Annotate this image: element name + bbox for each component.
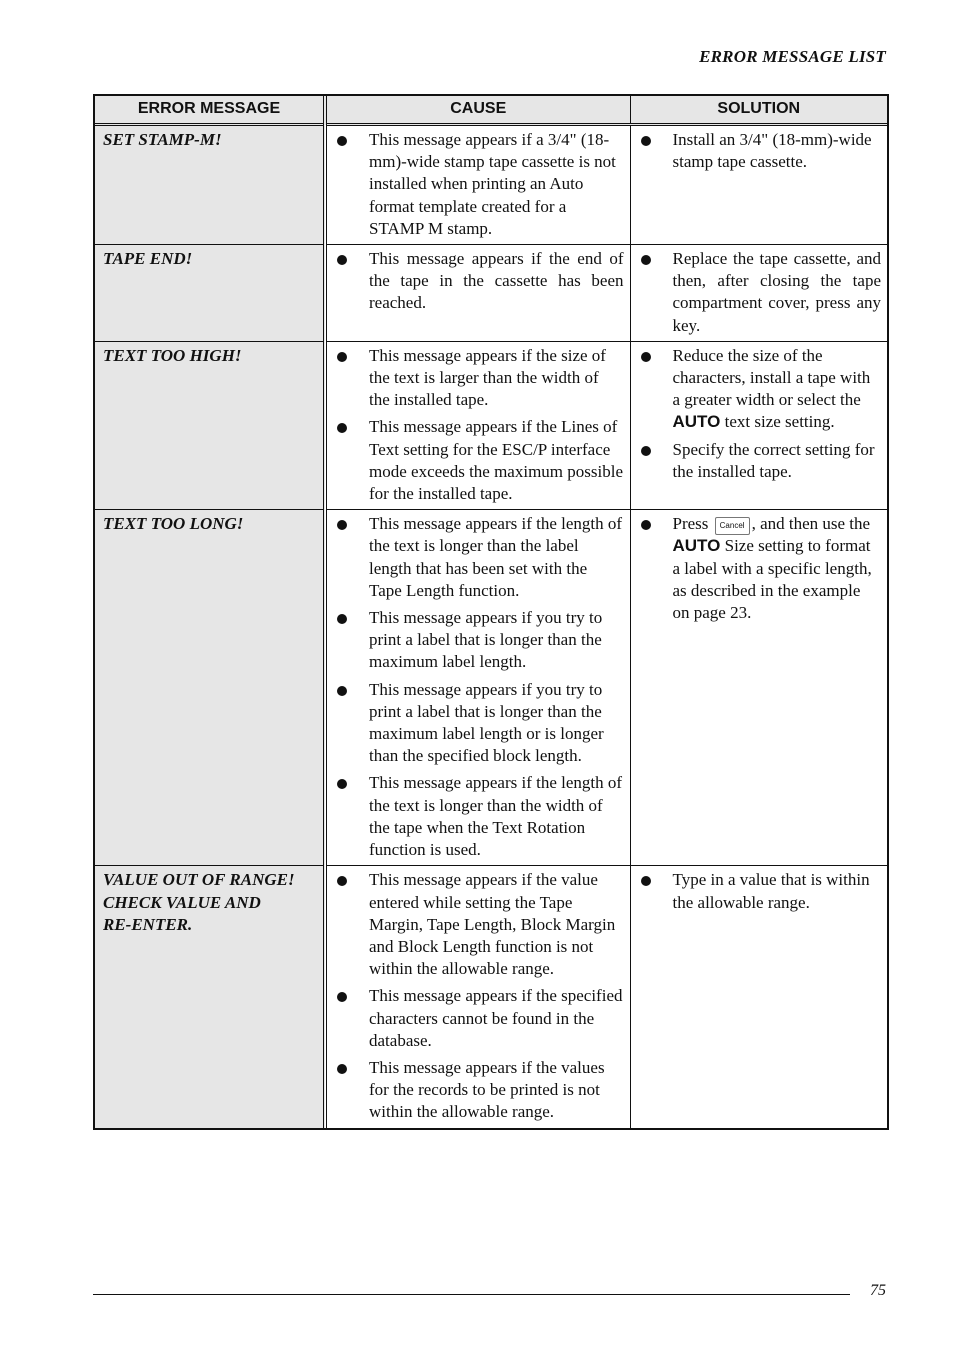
cause-cell (325, 125, 630, 245)
table-row (95, 125, 887, 245)
cause-text: This message appears if a 3/4" (18-mm)-wide stamp tape cassette is not installed when printing an Auto format template created for a STAMP M stamp. (369, 130, 616, 238)
bullet-icon (337, 423, 347, 433)
error-message-table (93, 94, 889, 1130)
cause-text: This message appears if the length of the text is longer than the width of the tape when the Text Rotation function is used. (369, 773, 623, 860)
cause-text: This message appears if the Lines of Text setting for the ESC/P interface mode exceeds the maximum possible for the installed tape. (369, 417, 623, 504)
table-header-row (95, 96, 887, 125)
error-message-cell (95, 510, 325, 866)
bullet-icon (337, 992, 347, 1002)
table-row (95, 245, 887, 342)
error-message-line: CHECK VALUE AND (103, 892, 261, 912)
cause-list (333, 248, 624, 315)
cause-cell (325, 510, 630, 866)
bullet-icon (337, 686, 347, 696)
column-header-cause: CAUSE (325, 96, 630, 125)
solution-item (637, 248, 882, 337)
solution-item (637, 345, 882, 434)
cause-list (333, 345, 624, 505)
error-message-line: TAPE END! (103, 249, 193, 269)
solution-item (637, 869, 882, 913)
bullet-icon (337, 779, 347, 789)
error-message-line: TEXT TOO HIGH! (103, 345, 242, 365)
cause-item (333, 1057, 624, 1124)
page-number: 75 (870, 1282, 886, 1299)
cause-item (333, 129, 624, 240)
solution-text: Press (672, 514, 713, 534)
cause-list (333, 129, 624, 240)
column-header-solution: SOLUTION (630, 96, 887, 125)
error-message-line: VALUE OUT OF RANGE! (103, 870, 295, 890)
bullet-icon (337, 255, 347, 265)
bullet-icon (337, 1064, 347, 1074)
solution-list (637, 248, 882, 337)
cause-cell (325, 245, 630, 342)
bullet-icon (337, 876, 347, 886)
bullet-icon (337, 614, 347, 624)
cause-item (333, 772, 624, 861)
table-row (95, 866, 887, 1128)
table-body (95, 125, 887, 1128)
solution-item (637, 439, 882, 483)
bullet-icon (641, 136, 651, 146)
solution-list (637, 345, 882, 483)
error-message-cell (95, 245, 325, 342)
solution-text: Size setting to format a label with a specific length, as described in the example on page 23. (672, 536, 872, 623)
page-header-title: ERROR MESSAGE LIST (699, 47, 886, 66)
cause-text: This message appears if the end of the tape in the cassette has been reached. (369, 249, 624, 313)
bullet-icon (337, 352, 347, 362)
solution-cell (630, 510, 887, 866)
cause-text: This message appears if the value entered while setting the Tape Margin, Tape Length, Block Margin and Block Length function is not within the allowable range. (369, 870, 616, 979)
cause-text: This message appears if you try to print a label that is longer than the maximum label length. (369, 608, 603, 672)
error-message-line: SET STAMP-M! (103, 130, 222, 149)
solution-list (637, 129, 882, 173)
solution-cell (630, 341, 887, 509)
solution-item (637, 513, 882, 624)
solution-cell (630, 125, 887, 245)
cause-item (333, 513, 624, 602)
cause-text: This message appears if the size of the text is larger than the width of the installed tape. (369, 345, 606, 410)
auto-keyword: AUTO (672, 536, 721, 556)
footer-rule (93, 1294, 850, 1295)
solution-cell (630, 866, 887, 1128)
solution-text: Type in a value that is within the allowable range. (672, 870, 870, 912)
table-row (95, 510, 887, 866)
solution-list (637, 869, 882, 913)
bullet-icon (641, 255, 651, 265)
cause-item (333, 679, 624, 768)
cause-item (333, 248, 624, 315)
error-message-cell (95, 866, 325, 1128)
bullet-icon (641, 520, 651, 530)
cause-cell (325, 341, 630, 509)
solution-text: , and then use the (751, 514, 871, 534)
cause-item (333, 869, 624, 980)
solution-text: Reduce the size of the characters, install a tape with a greater width or select the (672, 345, 871, 410)
solution-text: text size setting. (720, 412, 835, 432)
bullet-icon (641, 446, 651, 456)
cause-cell (325, 866, 630, 1128)
bullet-icon (337, 136, 347, 146)
cause-text: This message appears if the length of the text is longer than the label length that has been set with the Tape Length function. (369, 514, 623, 600)
cancel-key-icon: Cancel (715, 517, 750, 535)
cause-text: This message appears if you try to print a label that is longer than the maximum label length or is longer than the specified block length. (369, 679, 604, 766)
bullet-icon (641, 352, 651, 362)
cause-text: This message appears if the values for the records to be printed is not within the allowable range. (369, 1057, 605, 1122)
solution-list (637, 513, 882, 624)
error-message-cell (95, 125, 325, 245)
cause-item (333, 345, 624, 412)
table-row (95, 341, 887, 509)
solution-text: Install an 3/4" (18-mm)-wide stamp tape cassette. (672, 130, 872, 172)
error-message-line: RE-ENTER. (103, 914, 193, 934)
error-message-cell (95, 341, 325, 509)
cause-list (333, 869, 624, 1123)
bullet-icon (337, 520, 347, 530)
solution-item (637, 129, 882, 173)
cause-list (333, 513, 624, 861)
solution-text: Specify the correct setting for the installed tape. (672, 439, 875, 481)
solution-text: Replace the tape cassette, and then, after closing the tape compartment cover, press any key. (672, 249, 881, 335)
cause-text: This message appears if the specified characters cannot be found in the database. (369, 986, 623, 1050)
cause-item (333, 607, 624, 674)
cause-item (333, 416, 624, 505)
bullet-icon (641, 876, 651, 886)
cause-item (333, 985, 624, 1052)
solution-cell (630, 245, 887, 342)
auto-keyword: AUTO (672, 412, 721, 432)
column-header-error-message: ERROR MESSAGE (95, 96, 325, 125)
error-message-line: TEXT TOO LONG! (103, 514, 244, 534)
